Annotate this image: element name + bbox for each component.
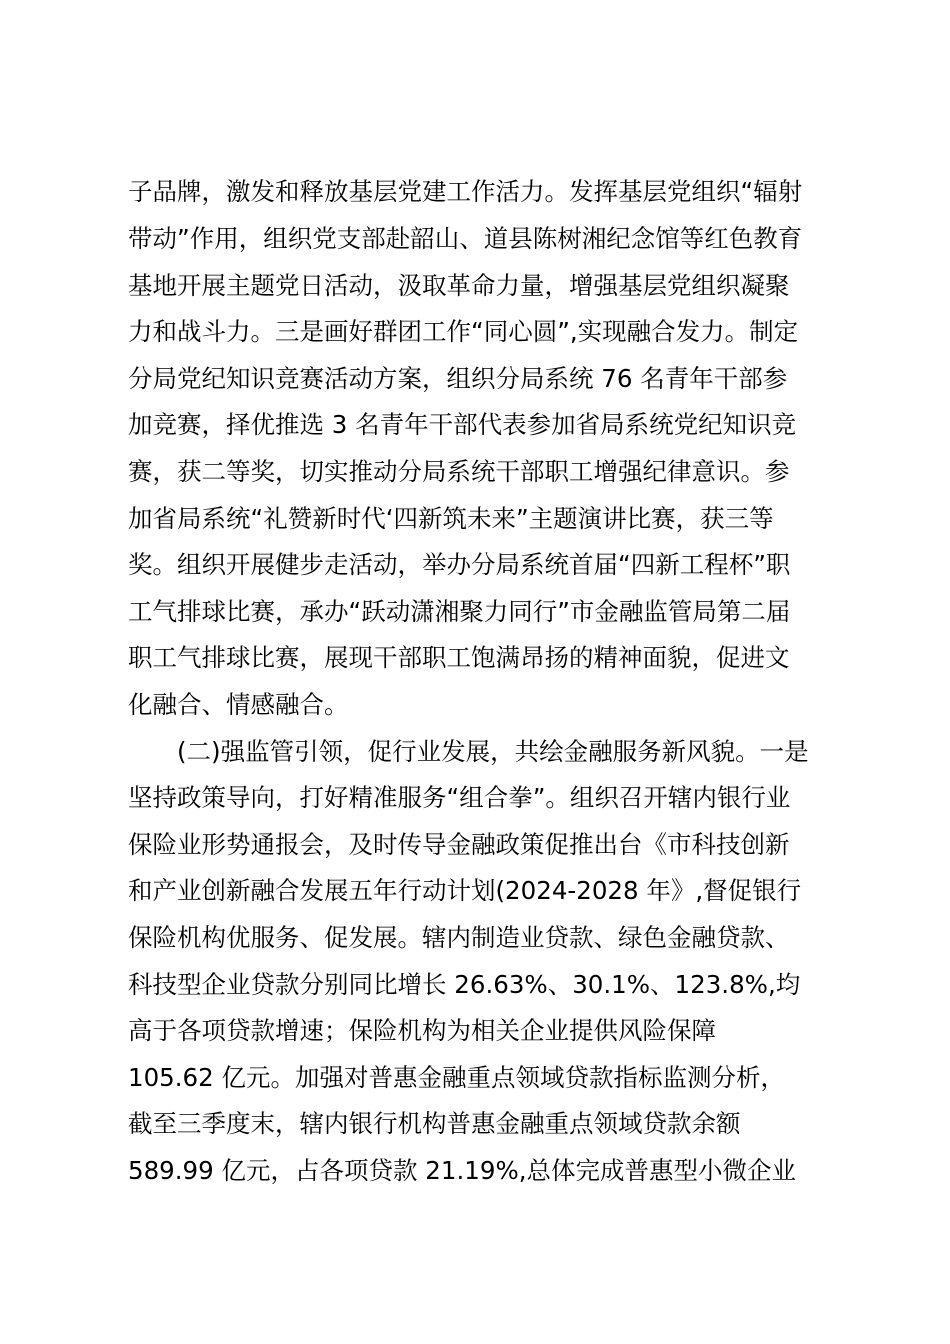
text-line: 化融合、情感融合。 [128, 690, 349, 719]
text-line: 加竞赛，择优推选 3 名青年干部代表参加省局系统党纪知识竞 [128, 410, 797, 439]
text-line: 赛，获二等奖，切实推动分局系统干部职工增强纪律意识。参 [128, 457, 790, 486]
text-line: 奖。组织开展健步走活动，举办分局系统首届“四新工程杯”职 [128, 550, 791, 579]
text-line: 高于各项贷款增速；保险机构为相关企业提供风险保障 [128, 1016, 716, 1045]
text-line: 105.62 亿元。加强对普惠金融重点领域贷款指标监测分析， [128, 1063, 786, 1092]
text-line: 子品牌，激发和释放基层党建工作活力。发挥基层党组织“辐射 [128, 177, 803, 206]
text-line: 工气排球比赛，承办“跃动潇湘聚力同行”市金融监管局第二届 [128, 597, 791, 626]
text-line: 保险机构优服务、促发展。辖内制造业贷款、绿色金融贷款、 [128, 923, 790, 952]
text-line: 基地开展主题党日活动，汲取革命力量，增强基层党组织凝聚 [128, 271, 790, 300]
text-line: 坚持政策导向，打好精准服务“组合拳”。组织召开辖内银行业 [128, 783, 791, 812]
text-line: 保险业形势通报会，及时传导金融政策促推出台《市科技创新 [128, 830, 790, 859]
text-line: 科技型企业贷款分别同比增长 26.63%、30.1%、123.8%,均 [128, 970, 801, 999]
text-line: 和产业创新融合发展五年行动计划(2024-2028 年》,督促银行 [128, 876, 802, 905]
text-line: 加省局系统“礼赞新时代‘四新筑未来”主题演讲比赛，获三等 [128, 504, 774, 533]
text-line: 力和战斗力。三是画好群团工作“同心圆”,实现融合发力。制定 [128, 317, 799, 346]
text-line: 职工气排球比赛，展现干部职工饱满昂扬的精神面貌，促进文 [128, 643, 790, 672]
text-line: 分局党纪知识竞赛活动方案，组织分局系统 76 名青年干部参 [128, 364, 788, 393]
text-line: 589.99 亿元，占各项贷款 21.19%,总体完成普惠型小微企业 [128, 1156, 797, 1185]
section-heading-line: (二)强监管引领，促行业发展，共绘金融服务新风貌。一是 [128, 737, 809, 766]
text-line: 截至三季度末，辖内银行机构普惠金融重点领域贷款余额 [128, 1109, 741, 1138]
text-line: 带动”作用，组织党支部赴韶山、道县陈树湘纪念馆等红色教育 [128, 224, 803, 253]
